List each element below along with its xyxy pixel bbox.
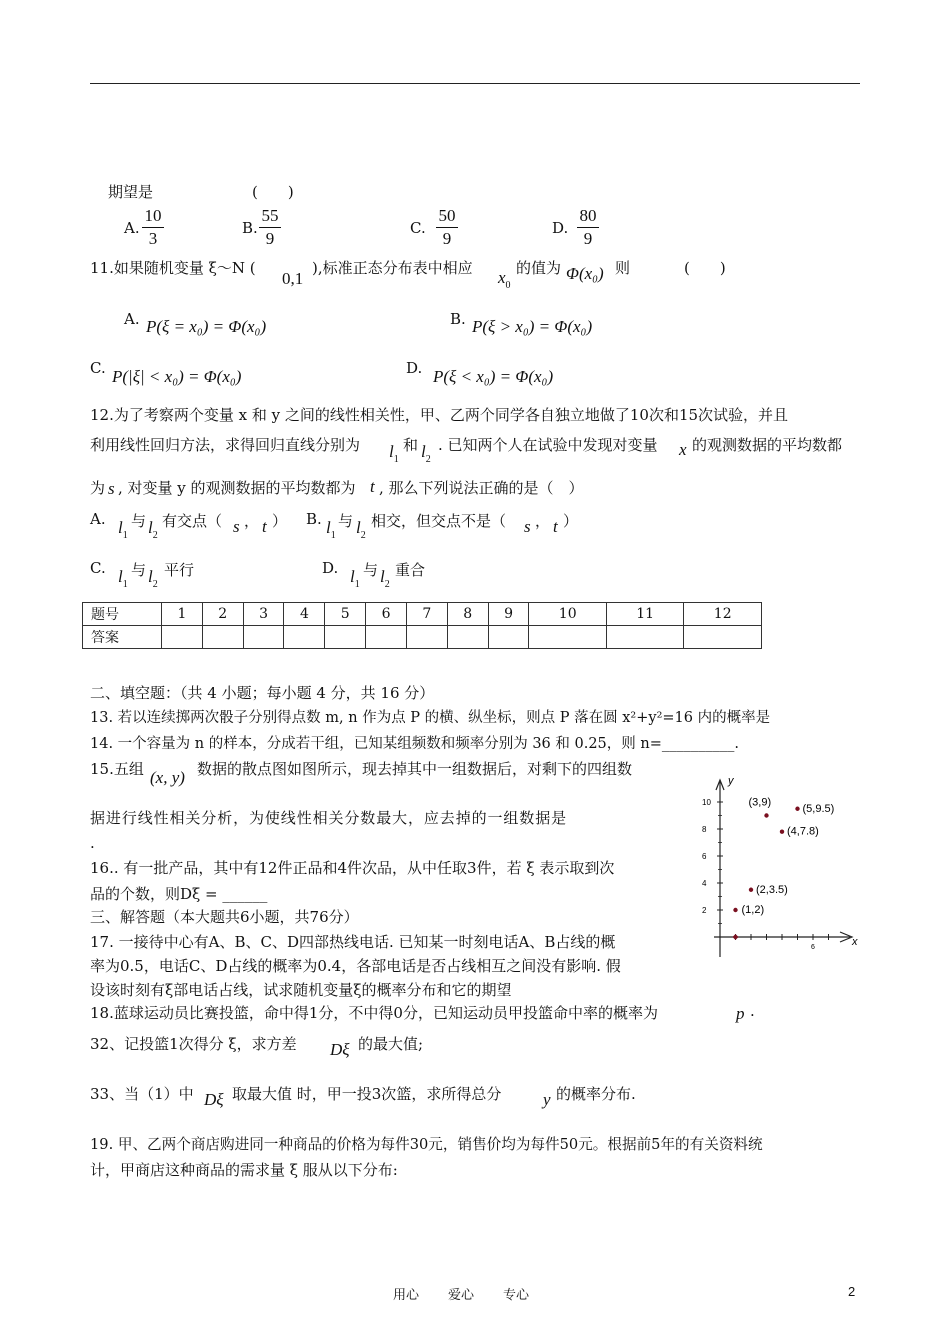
- table-cell-number: 10: [529, 603, 606, 626]
- q12-option-b-l1: $l_1$: [326, 518, 336, 541]
- q11-stem-end: 则: [615, 259, 631, 277]
- plot-ticks: [702, 798, 829, 951]
- x-tick-label: 6: [811, 944, 815, 951]
- q10-option-b-label: B.: [242, 219, 258, 237]
- q11-phi: Φ(x₀): [566, 264, 604, 283]
- answer-cell[interactable]: [202, 626, 243, 649]
- q12-line-3b: , 对变量 y 的观测数据的平均数都为: [118, 479, 356, 497]
- q12-option-d-l1: $l_1$: [350, 567, 360, 590]
- q19-b: 计，甲商店这种商品的需求量 ξ 服从以下分布:: [90, 1161, 398, 1179]
- q12-option-b-s: s: [524, 517, 531, 536]
- table-cell-number: 2: [202, 603, 243, 626]
- table-cell-number: 5: [325, 603, 366, 626]
- table-cell-number: 3: [243, 603, 284, 626]
- q12-l2: $l_2$: [421, 442, 431, 465]
- q11-x0: $x_0$: [498, 268, 511, 291]
- q12-line-1: 12.为了考察两个变量 x 和 y 之间的线性相关性，甲、乙两个同学各自独立地做了10次和15次试验，并且: [90, 406, 789, 424]
- q32-dxi: Dξ: [330, 1040, 350, 1059]
- data-point-label: (2,3.5): [756, 883, 788, 896]
- data-point-label: (4,7.8): [787, 825, 819, 838]
- data-point-label: (1,2): [741, 904, 765, 916]
- q11-args: 0,1: [282, 269, 304, 288]
- data-point: [749, 888, 753, 892]
- q12-s: s: [108, 479, 115, 498]
- answer-cell[interactable]: [488, 626, 529, 649]
- q12-option-a-text: 有交点（: [162, 512, 223, 530]
- answer-cell[interactable]: [529, 626, 606, 649]
- y-axis-label: y: [728, 775, 734, 787]
- q17-a: 17. 一接待中心有A、B、C、D四部热线电话. 已知某一时刻电话A、B占线的概: [90, 933, 616, 951]
- origin-marker: [733, 934, 739, 940]
- q10-answer-paren: ( ): [252, 183, 294, 201]
- table-cell-number: 8: [447, 603, 488, 626]
- header-rule: [90, 83, 860, 84]
- q11-option-b: P(ξ > x₀) = Φ(x₀): [472, 317, 593, 336]
- q16-a: 16.. 有一批产品，其中有12件正品和4件次品，从中任取3件，若 ξ 表示取到次: [90, 859, 615, 877]
- data-point: [780, 830, 784, 834]
- answer-cell[interactable]: [684, 626, 762, 649]
- q12-option-c-with: 与: [131, 561, 147, 579]
- table-cell-number: 12: [684, 603, 762, 626]
- q12-option-a-t: t: [262, 517, 267, 536]
- q12-option-b-with: 与: [338, 512, 354, 530]
- q32-b: 的最大值;: [358, 1035, 424, 1053]
- q12-option-a-comma: ，: [244, 512, 260, 530]
- q12-t: t: [370, 477, 375, 496]
- table-cell-number: 7: [406, 603, 447, 626]
- q11-option-d-label: D.: [406, 359, 423, 377]
- data-point-label: (3,9): [748, 796, 772, 809]
- q11-option-d: P(ξ < x₀) = Φ(x₀): [433, 367, 554, 386]
- q12-option-d-label: D.: [322, 559, 339, 577]
- footer-text-1: 用心: [393, 1288, 420, 1303]
- q11-option-a-label: A.: [124, 310, 140, 328]
- table-header-number: 题号: [83, 603, 162, 626]
- q12-line-3a: 为: [90, 479, 106, 497]
- y-tick-label: 10: [702, 798, 711, 807]
- q12-option-b-l2: $l_2$: [356, 518, 366, 541]
- q15-a: 15.五组: [90, 760, 144, 778]
- table-row-numbers: [83, 603, 762, 626]
- y-tick-label: 4: [702, 879, 707, 888]
- q11-stem-start: 11.如果随机变量 ξ～N (: [90, 259, 256, 277]
- footer-text-2: 爱心: [448, 1288, 475, 1303]
- q10-option-b-fraction: 55 9: [259, 206, 281, 249]
- q12-option-a-label: A.: [90, 510, 106, 528]
- q12-option-d-l2: $l_2$: [380, 567, 390, 590]
- q11-stem-mid: ),标准正态分布表中相应: [312, 259, 473, 277]
- plot-axes: [714, 775, 858, 957]
- q12-option-c-l1: $l_1$: [118, 567, 128, 590]
- q12-option-c-label: C.: [90, 559, 106, 577]
- answer-cell[interactable]: [366, 626, 407, 649]
- q12-x: x: [679, 440, 687, 459]
- q10-option-a-label: A.: [124, 219, 140, 237]
- q12-option-d-text: 重合: [395, 561, 426, 579]
- data-point: [733, 908, 737, 912]
- q12-line-3c: , 那么下列说法正确的是（ ）: [379, 479, 584, 497]
- q10-option-d-fraction: 80 9: [577, 206, 599, 249]
- q12-option-b-t: t: [553, 517, 558, 536]
- q10-option-c-fraction: 50 9: [436, 206, 458, 249]
- q11-stem-mid2: 的值为: [516, 259, 562, 277]
- table-cell-number: 4: [284, 603, 325, 626]
- answer-cell[interactable]: [406, 626, 447, 649]
- q33-y: y: [543, 1090, 551, 1109]
- q12-option-a-l1: $l_1$: [118, 518, 128, 541]
- q17-c: 设该时刻有ξ部电话占线，试求随机变量ξ的概率分布和它的期望: [90, 981, 512, 999]
- q18-p: p: [736, 1004, 745, 1023]
- q12-option-d-with: 与: [363, 561, 379, 579]
- plot-points: [733, 797, 835, 941]
- q33-c: 的概率分布.: [556, 1085, 636, 1103]
- y-tick-label: 2: [702, 906, 707, 915]
- answer-cell[interactable]: [325, 626, 366, 649]
- answer-cell[interactable]: [447, 626, 488, 649]
- q18-end: .: [750, 1002, 755, 1020]
- q11-answer-paren: ( ): [684, 259, 726, 277]
- answer-cell[interactable]: [606, 626, 683, 649]
- table-header-answer: 答案: [83, 626, 162, 649]
- q18-a: 18.蓝球运动员比赛投篮，命中得1分，不中得0分，已知运动员甲投篮命中率的概率为: [90, 1004, 658, 1022]
- page-number: 2: [848, 1284, 856, 1299]
- q11-option-c: P(|ξ| < x₀) = Φ(x₀): [112, 367, 242, 386]
- q11-option-b-label: B.: [450, 310, 466, 328]
- q10-option-a-fraction: 10 3: [142, 206, 164, 249]
- q33-a: 33、当（1）中: [90, 1085, 194, 1103]
- q13-text: 13. 若以连续掷两次骰子分别得点数 m, n 作为点 P 的横、纵坐标，则点 P 落在圆 x²+y²=16 内的概率是: [90, 710, 771, 726]
- q12-line-2c: 的观测数据的平均数都: [692, 436, 843, 454]
- data-point: [795, 807, 799, 811]
- table-cell-number: 1: [162, 603, 203, 626]
- table-cell-number: 11: [606, 603, 683, 626]
- q12-option-b-end: ）: [563, 512, 579, 530]
- q33-b: 取最大值 时，甲一投3次篮，求所得总分: [232, 1085, 502, 1103]
- q12-option-b-label: B.: [306, 510, 322, 528]
- q12-option-b-comma: ，: [535, 512, 551, 530]
- q12-line-2b: . 已知两个人在试验中发现对变量: [438, 436, 658, 454]
- q19-a: 19. 甲、乙两个商店购进同一种商品的价格为每件30元，销售价均为每件50元。根据前5年的有关资料统: [90, 1136, 763, 1153]
- data-point-label: (5,9.5): [802, 802, 835, 815]
- q12-option-a-with: 与: [131, 512, 147, 530]
- q16-b: 品的个数，则Dξ = ______: [90, 885, 268, 903]
- table-row-answers: [83, 626, 762, 649]
- q10-tail: 期望是: [108, 183, 154, 201]
- table-cell-number: 6: [366, 603, 407, 626]
- q14-text: 14. 一个容量为 n 的样本，分成若干组，已知某组频数和频率分别为 36 和 0.25，则 n=__________.: [90, 736, 739, 752]
- q12-option-c-text: 平行: [164, 561, 195, 579]
- answer-cell[interactable]: [243, 626, 284, 649]
- section-2-heading: 二、填空题：（共 4 小题；每小题 4 分，共 16 分）: [90, 684, 435, 702]
- q10-option-c-label: C.: [410, 219, 426, 237]
- q32-a: 32、记投篮1次得分 ξ，求方差: [90, 1035, 297, 1053]
- q10-option-d-label: D.: [552, 219, 569, 237]
- y-tick-label: 8: [702, 825, 707, 834]
- q12-line-2a: 利用线性回归方法，求得回归直线分别为: [90, 436, 361, 454]
- q12-option-c-l2: $l_2$: [148, 567, 158, 590]
- footer-text-3: 专心: [503, 1288, 530, 1303]
- q12-and: 和: [403, 436, 419, 454]
- data-point: [764, 813, 768, 817]
- q17-b: 率为0.5，电话C、D占线的概率为0.4，各部电话是否占线相互之间没有影响. 假: [90, 957, 621, 975]
- answer-cell[interactable]: [162, 626, 203, 649]
- y-tick-label: 6: [702, 852, 707, 861]
- table-cell-number: 9: [488, 603, 529, 626]
- q15-c: 据进行线性相关分析，为使线性相关分数最大，应去掉的一组数据是: [90, 809, 568, 827]
- q15-xy: (x, y): [150, 768, 185, 787]
- x-axis-label: x: [852, 936, 858, 948]
- q12-option-a-end: ）: [272, 512, 288, 530]
- q15-d: .: [90, 834, 95, 852]
- q11-option-a: P(ξ = x₀) = Φ(x₀): [146, 317, 267, 336]
- section-3-heading: 三、解答题（本大题共6小题，共76分）: [90, 908, 359, 926]
- q12-option-a-s: s: [233, 517, 240, 536]
- q12-option-b-text: 相交，但交点不是（: [371, 512, 507, 530]
- q15-scatter-plot: [690, 770, 865, 970]
- q12-option-a-l2: $l_2$: [148, 518, 158, 541]
- answer-cell[interactable]: [284, 626, 325, 649]
- q11-option-c-label: C.: [90, 359, 106, 377]
- q15-b: 数据的散点图如图所示，现去掉其中一组数据后，对剩下的四组数: [197, 760, 633, 778]
- q12-l1: $l_1$: [389, 442, 399, 465]
- q33-dxi: Dξ: [204, 1090, 224, 1109]
- answer-table: [82, 602, 762, 649]
